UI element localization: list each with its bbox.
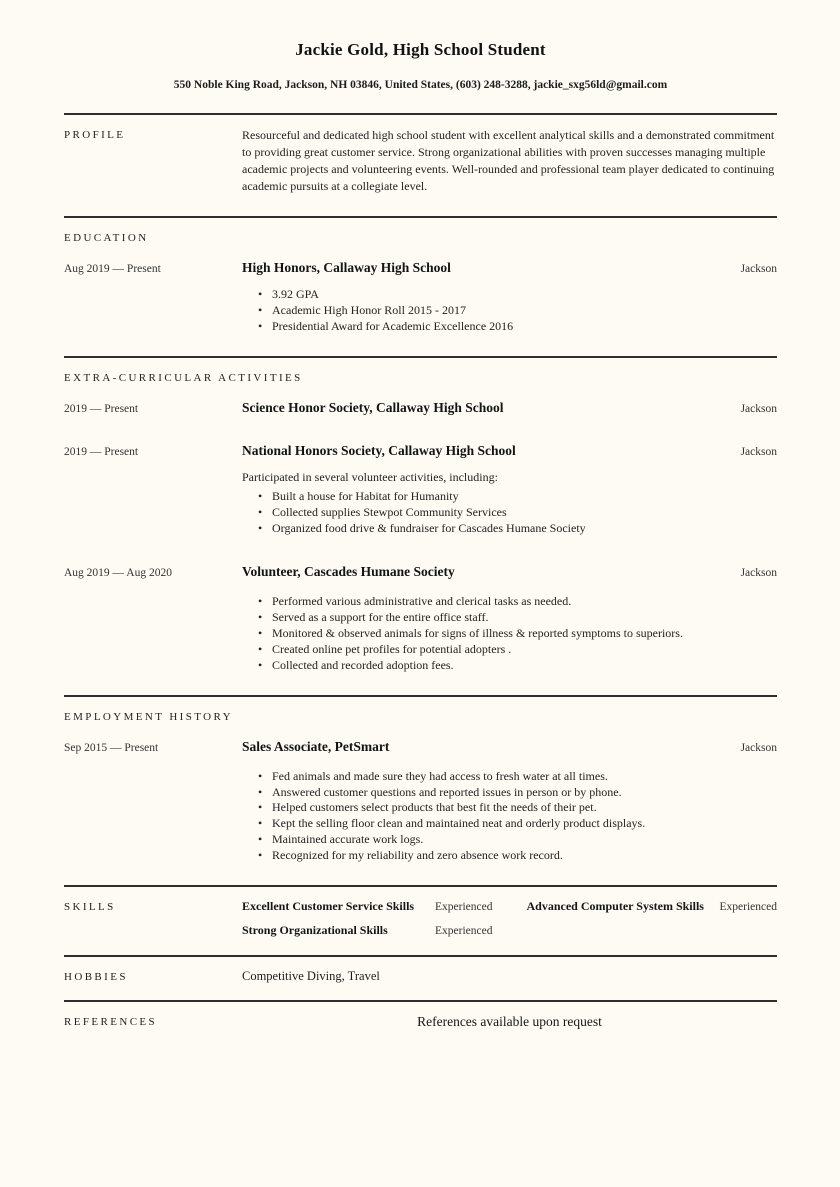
employment-entry [64, 739, 777, 865]
entry-main [242, 564, 777, 674]
entry-location: Jackson [740, 566, 777, 579]
entry-main [242, 260, 777, 335]
section-profile [64, 113, 777, 216]
entry-head [242, 260, 777, 276]
entry-location: Jackson [740, 263, 777, 276]
entry-main [242, 400, 777, 416]
references-text: References available upon request [417, 1014, 602, 1030]
bullet-item: • 3.92 GPA [242, 287, 777, 303]
section-extra-curricular [64, 356, 777, 695]
entry-intro: Participated in several volunteer activities, including: [242, 469, 498, 484]
resume-header [64, 40, 777, 91]
bullet-item: • Recognized for my reliability and zero absence work record. [242, 848, 777, 864]
extra-entry [64, 564, 777, 674]
entry-main [242, 739, 777, 865]
section-employment-history [64, 695, 777, 886]
entry-head [242, 564, 777, 580]
entry-title: National Honors Society, Callaway High School [242, 442, 516, 458]
bullet-item: • Collected and recorded adoption fees. [242, 658, 777, 674]
bullet-item: • Presidential Award for Academic Excellence 2016 [242, 319, 777, 335]
section-references [64, 1000, 777, 1070]
bullet-item: • Created online pet profiles for potential adopters . [242, 642, 777, 658]
skill-level: Experienced [435, 901, 493, 914]
entry-bullet-list [242, 489, 777, 537]
bullet-item: • Monitored & observed animals for signs of illness & reported symptoms to superiors. [242, 626, 777, 642]
extra-entry [64, 400, 777, 416]
skill-level: Experienced [719, 901, 777, 914]
skill-name: Excellent Customer Service Skills [242, 899, 415, 914]
entry-date: Sep 2015 — Present [64, 741, 159, 754]
section-hobbies [64, 955, 777, 1000]
bullet-item: • Maintained accurate work logs. [242, 832, 777, 848]
entry-date: Aug 2019 — Present [64, 263, 161, 276]
skill-name: Advanced Computer System Skills [526, 899, 704, 914]
skill-name: Strong Organizational Skills [242, 923, 388, 938]
entry-bullet-list [242, 769, 777, 865]
skills-grid [242, 899, 777, 938]
bullet-item: • Collected supplies Stewpot Community Services [242, 505, 777, 521]
extra-entry [64, 443, 777, 537]
education-entry [64, 260, 777, 335]
section-education [64, 216, 777, 356]
bullet-item: • Performed various administrative and clerical tasks as needed. [242, 594, 777, 610]
section-label-profile: PROFILE [64, 129, 126, 141]
bullet-item: • Built a house for Habitat for Humanity [242, 489, 777, 505]
section-label-hobbies: HOBBIES [64, 971, 128, 984]
candidate-name: Jackie Gold, High School Student [295, 40, 546, 59]
entry-title: High Honors, Callaway High School [242, 260, 451, 276]
section-label-skills: SKILLS [64, 901, 116, 914]
entry-bullet-list [242, 287, 777, 335]
section-label-employment-history: EMPLOYMENT HISTORY [64, 710, 234, 723]
entry-title: Volunteer, Cascades Humane Society [242, 563, 455, 579]
entry-main [242, 443, 777, 537]
entry-date: 2019 — Present [64, 402, 139, 415]
hobbies-text: Competitive Diving, Travel [242, 969, 380, 984]
skill-level: Experienced [435, 925, 493, 938]
profile-text: Resourceful and dedicated high school student with excellent analytical skills and a demonstrated commitment to providing great customer service. Strong organizational abilities with proven successes managing multiple academic projects and volunteering events. Well-rounded and professional team player dedicated to continuing academic pursuits at a collegiate level. [242, 128, 775, 194]
entry-head [242, 739, 777, 755]
entry-head [242, 443, 777, 459]
entry-location: Jackson [740, 741, 777, 754]
skill-item [242, 899, 493, 914]
entry-head [242, 400, 777, 416]
entry-location: Jackson [740, 445, 777, 458]
section-label-education: EDUCATION [64, 232, 149, 245]
bullet-item: • Served as a support for the entire office staff. [242, 610, 777, 626]
entry-title: Sales Associate, PetSmart [242, 738, 390, 754]
entry-date: 2019 — Present [64, 445, 139, 458]
bullet-item: • Helped customers select products that best fit the needs of their pet. [242, 800, 777, 816]
entry-bullet-list [242, 594, 777, 674]
entry-title: Science Honor Society, Callaway High School [242, 399, 504, 415]
bullet-item: • Academic High Honor Roll 2015 - 2017 [242, 303, 777, 319]
section-skills [64, 885, 777, 955]
skill-item [527, 899, 778, 914]
section-label-references: REFERENCES [64, 1016, 158, 1029]
skill-item [242, 923, 493, 938]
section-label-extra-curricular: EXTRA-CURRICULAR ACTIVITIES [64, 371, 303, 384]
bullet-item: • Answered customer questions and reported issues in person or by phone. [242, 785, 777, 801]
bullet-item: • Fed animals and made sure they had access to fresh water at all times. [242, 769, 777, 785]
entry-date: Aug 2019 — Aug 2020 [64, 566, 172, 579]
bullet-item: • Organized food drive & fundraiser for Cascades Humane Society [242, 521, 777, 537]
bullet-item: • Kept the selling floor clean and maintained neat and orderly product displays. [242, 816, 777, 832]
entry-location: Jackson [740, 402, 777, 415]
contact-line: 550 Noble King Road, Jackson, NH 03846, United States, (603) 248-3288, jackie_sxg56ld@gmail.com [173, 79, 668, 91]
